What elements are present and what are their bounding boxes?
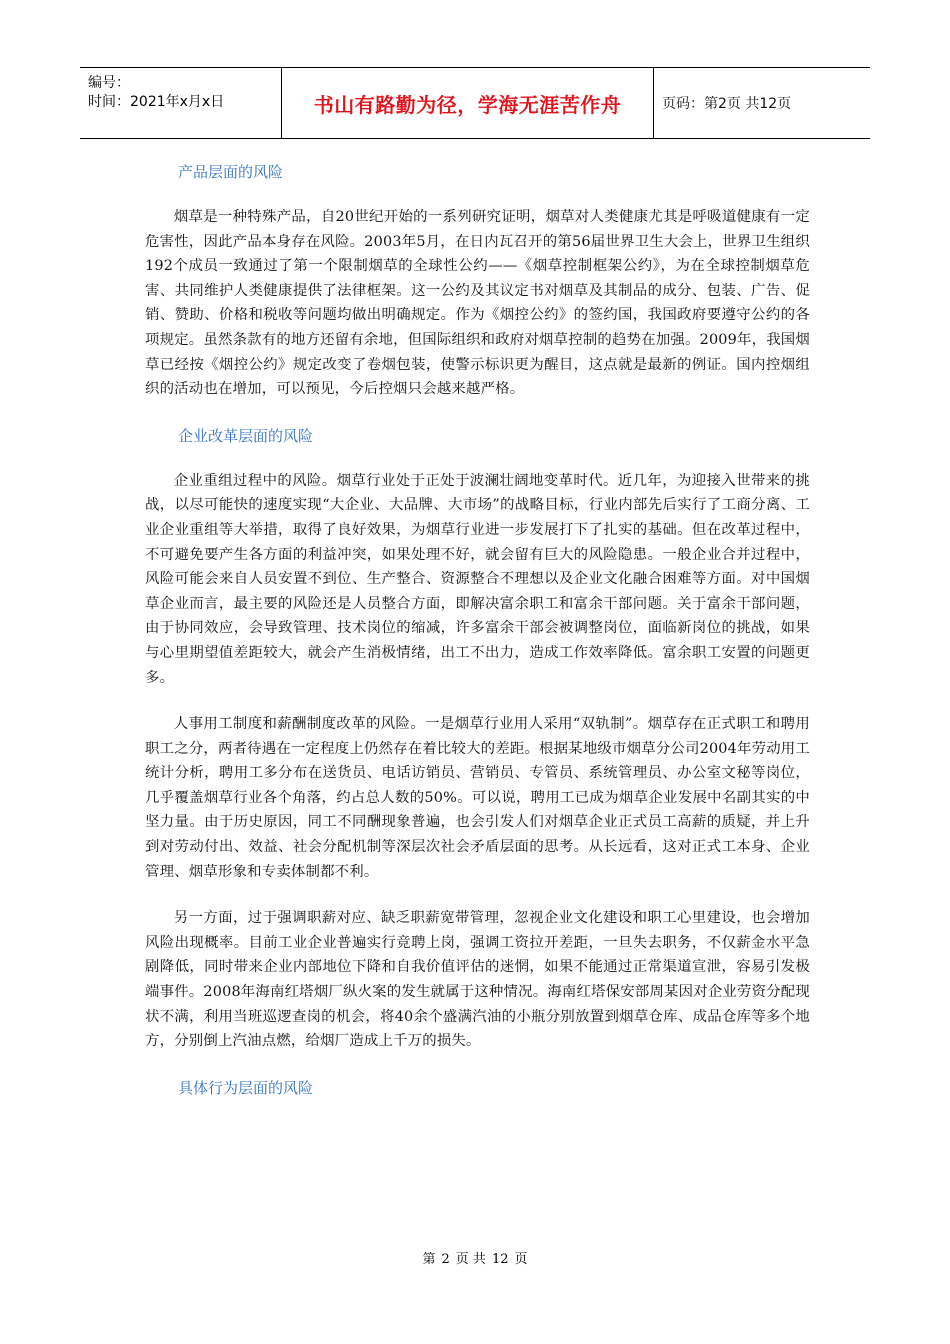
page-footer (0, 1248, 950, 1267)
footer-page-number: 2 (441, 1252, 450, 1267)
document-body (145, 160, 810, 1121)
time-label: 时间：2021年x月x日 (88, 94, 225, 110)
header-meta (80, 68, 281, 138)
footer-mid: 页 共 (455, 1252, 486, 1267)
footer-suffix: 页 (514, 1252, 528, 1267)
paragraph: 人事用工制度和薪酬制度改革的风险。一是烟草行业用人采用“双轨制”。烟草存在正式职工和聘用职工之分，两者待遇在一定程度上仍然存在着比较大的差距。根据某地级市烟草分公司2004年劳动用工统计分析，聘用工多分布在送货员、电话访销员、营销员、专管员、系统管理员、办公室文秘等岗位，几乎覆盖烟草行业各个角落，约占总人数的50%。可以说，聘用工已成为烟草企业发展中名副其实的中坚力量。由于历史原因，同工不同酬现象普遍，也会引发人们对烟草企业正式员工高薪的质疑，并上升到对劳动付出、效益、社会分配机制等深层次社会矛盾层面的思考。从长远看，这对正式工本身、企业管理、烟草形象和专卖体制都不利。 (145, 716, 810, 880)
section-heading-reform-risk: 企业改革层面的风险 (178, 426, 314, 445)
page-info-text: 页码：第2页 共12页 (662, 96, 792, 112)
header-motto-cell (281, 68, 654, 138)
section-heading-product-risk: 产品层面的风险 (178, 163, 284, 181)
header-page-info (654, 68, 870, 138)
page-header (80, 67, 870, 139)
footer-prefix: 第 (422, 1252, 436, 1267)
number-label: 编号： (88, 75, 130, 91)
motto-text: 书山有路勤为径，学海无涯苦作舟 (313, 92, 622, 117)
section-heading-behavior-risk: 具体行为层面的风险 (178, 1078, 314, 1097)
paragraph: 烟草是一种特殊产品，自20世纪开始的一系列研究证明，烟草对人类健康尤其是呼吸道健康有一定危害性，因此产品本身存在风险。2003年5月，在日内瓦召开的第56届世界卫生大会上，世界卫生组织192个成员一致通过了第一个限制烟草的全球性公约——《烟草控制框架公约》，为在全球控制烟草危害、共同维护人类健康提供了法律框架。这一公约及其议定书对烟草及其制品的成分、包装、广告、促销、赞助、价格和税收等问题均做出明确规定。作为《烟控公约》的签约国，我国政府要遵守公约的各项规定。虽然条款有的地方还留有余地，但国际组织和政府对烟草控制的趋势在加强。2009年，我国烟草已经按《烟控公约》规定改变了卷烟包装，使警示标识更为醒目，这点就是最新的例证。国内控烟组织的活动也在增加，可以预见，今后控烟只会越来越严格。 (145, 209, 810, 398)
footer-total-pages: 12 (491, 1252, 509, 1267)
paragraph: 企业重组过程中的风险。烟草行业处于正处于波澜壮阔地变革时代。近几年，为迎接入世带来的挑战，以尽可能快的速度实现“大企业、大品牌、大市场”的战略目标，行业内部先后实行了工商分离、工业企业重组等大举措，取得了良好效果，为烟草行业进一步发展打下了扎实的基础。但在改革过程中，不可避免要产生各方面的利益冲突，如果处理不好，就会留有巨大的风险隐患。一般企业合并过程中，风险可能会来自人员安置不到位、生产整合、资源整合不理想以及企业文化融合困难等方面。对中国烟草企业而言，最主要的风险还是人员整合方面，即解决富余职工和富余干部问题。关于富余干部问题，由于协同效应，会导致管理、技术岗位的缩减，许多富余干部会被调整岗位，面临新岗位的挑战，如果与心里期望值差距较大，就会产生消极情绪，出工不出力，造成工作效率降低。富余职工安置的问题更多。 (145, 472, 810, 686)
paragraph: 另一方面，过于强调职薪对应、缺乏职薪宽带管理，忽视企业文化建设和职工心里建设，也会增加风险出现概率。目前工业企业普遍实行竞聘上岗，强调工资拉开差距，一旦失去职务，不仅薪金水平急剧降低，同时带来企业内部地位下降和自我价值评估的迷惘，如果不能通过正常渠道宣泄，容易引发极端事件。2008年海南红塔烟厂纵火案的发生就属于这种情况。海南红塔保安部周某因对企业劳资分配现状不满，利用当班巡逻查岗的机会，将40余个盛满汽油的小瓶分别放置到烟草仓库、成品仓库等多个地方，分别倒上汽油点燃，给烟厂造成上千万的损失。 (145, 910, 810, 1050)
